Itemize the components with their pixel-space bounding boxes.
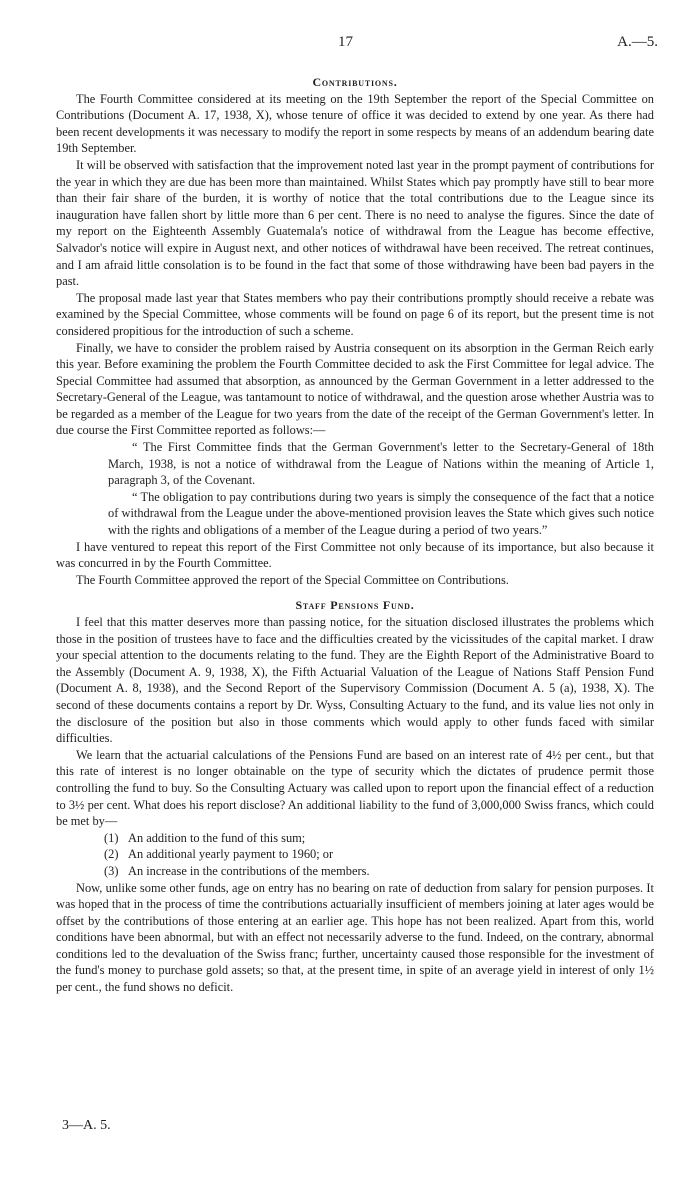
list-item (104, 863, 654, 880)
list-item-number: (2) (104, 847, 119, 862)
page-signature: 3—A. 5. (62, 1118, 111, 1133)
paragraph: It will be observed with satisfaction that the improvement noted last year in the prompt payment of contributions for the year in which they are due has been more than maintained. Whilst States which pay promptly have still to bear more than their fair share of the burden, it is worthy of notice that the total contributions due to the League since its inauguration have fallen short by little more than 6 per cent. There is no need to analyse the figures. Since the date of my report on the Eighteenth Assembly Guatemala's notice of withdrawal from the League has become effective, Salvador's notice will expire in August next, and other notices of withdrawal have been received. The retreat continues, and I am afraid little consolation is to be found in the fact that some of those withdrawing have been bad payers in the past. (56, 157, 654, 289)
document-reference: A.—5. (617, 34, 658, 50)
enumerated-list (104, 830, 654, 880)
section-heading-staff-pensions-fund: Staff Pensions Fund. (295, 598, 415, 613)
list-item-text: An additional yearly payment to 1960; or (128, 847, 334, 862)
body-text (56, 74, 654, 996)
quoted-paragraph: “ The First Committee finds that the German Government's letter to the Secretary-General of 18th March, 1938, is not a notice of withdrawal from the League of Nations within the meaning of Article 1, paragraph 3, of the Covenant. (108, 440, 654, 488)
page-number: 17 (338, 34, 353, 50)
paragraph: Finally, we have to consider the problem raised by Austria consequent on its absorption in the German Reich early this year. Before examining the problem the Fourth Committee decided to ask the First Committee for legal advice. The Special Committee had assumed that absorption, as announced by the German Government in a letter addressed to the Secretary-General of the League, was tantamount to notice of withdrawal, and the question arose whether Austria was to be regarded as a member of the League for two years from the date of the receipt of the German Government's letter. In due course the First Committee reported as follows:— (56, 340, 654, 438)
list-item-number: (1) (104, 830, 119, 845)
paragraph: I have ventured to repeat this report of the First Committee not only because of its importance, but also because it was concurred in by the Fourth Committee. (56, 539, 654, 571)
paragraph: I feel that this matter deserves more than passing notice, for the situation disclosed illustrates the problems which those in the position of trustees have to face and the difficulties created by the vicissitudes of the capital market. I draw your special attention to the documents relating to the fund. They are the Eighth Report of the Administrative Board to the Assembly (Document A. 9, 1938, X), the Fifth Actuarial Valuation of the League of Nations Staff Pension Fund (Document A. 8, 1938), and the Second Report of the Supervisory Commission (Document A. 5 (a), 1938, X). The second of these documents contains a report by Dr. Wyss, Consulting Actuary to the fund, and its value lies not only in the disclosure of the position but also in those comments which would apply to other funds faced with similar difficulties. (56, 615, 654, 746)
paragraph: The Fourth Committee approved the report of the Special Committee on Contributions. (76, 572, 509, 587)
paragraph: Now, unlike some other funds, age on entry has no bearing on rate of deduction from salary for pension purposes. It was hoped that in the process of time the contributions actuarially insufficient of members joining at later ages would be offset by the contributions of those entering at an earlier age. This hope has not been realized. Apart from this, world conditions have been abnormal, but with an effect not necessarily adverse to the fund. Indeed, on the contrary, abnormal conditions led to the devaluation of the Swiss franc; further, uncertainty caused those responsible for the investment of the fund's money to purchase gold assets; so that, at the present time, in spite of an average yield in interest of only 1½ per cent., the fund shows no deficit. (56, 880, 654, 995)
quoted-paragraph: “ The obligation to pay contributions during two years is simply the consequence of the fact that a notice of withdrawal from the League under the above-mentioned provision leaves the State which gives such notice with the rights and obligations of a member of the League during a period of two years.” (108, 489, 654, 538)
list-item (104, 830, 654, 847)
section-heading-contributions: Contributions. (312, 75, 398, 89)
list-item-text: An increase in the contributions of the members. (128, 863, 370, 878)
page-header (0, 34, 700, 56)
paragraph: The proposal made last year that States members who pay their contributions promptly should receive a rebate was examined by the Special Committee, whose comments will be found on page 6 of its report, but the present time is not considered propitious for the introduction of such a scheme. (56, 290, 654, 338)
list-item-text: An addition to the fund of this sum; (128, 830, 306, 845)
list-item (104, 846, 654, 863)
paragraph: We learn that the actuarial calculations of the Pensions Fund are based on an interest rate of 4½ per cent., but that this rate of interest is no longer obtainable on the type of security which the dictates of prudence permit those controlling the fund to buy. So the Consulting Actuary was called upon to report upon the financial effect of a reduction to 3½ per cent. What does his report disclose? An additional liability to the fund of 3,000,000 Swiss francs, which could be met by— (56, 747, 654, 829)
paragraph: The Fourth Committee considered at its meeting on the 19th September the report of the Special Committee on Contributions (Document A. 17, 1938, X), whose tenure of office it was decided to extend by one year. As there had been recent developments it was necessary to modify the report in some respects by means of an addendum bearing date 19th September. (56, 91, 654, 156)
list-item-number: (3) (104, 863, 119, 878)
